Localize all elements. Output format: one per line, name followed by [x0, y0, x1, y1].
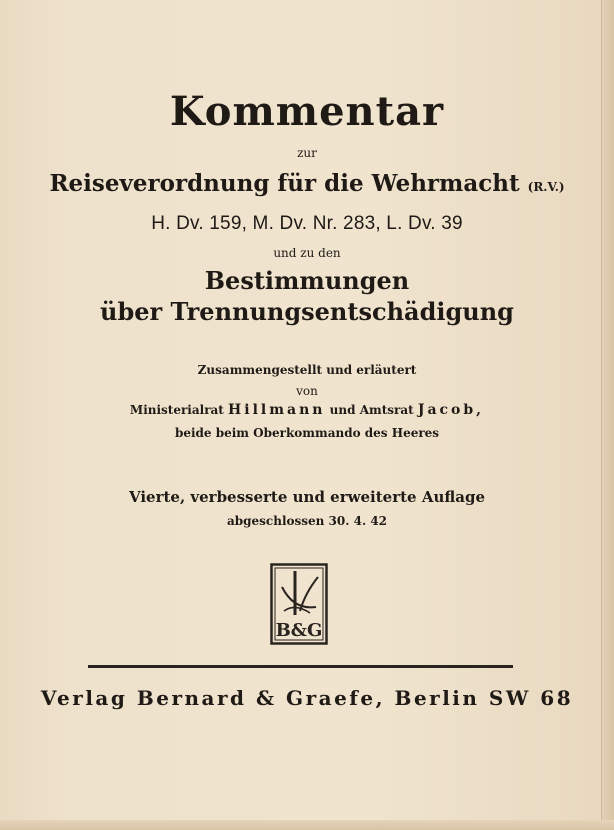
authors-line — [0, 402, 614, 418]
affiliation: beide beim Oberkommando des Heeres — [174, 426, 440, 440]
edition-note: Vierte, verbesserte und erweiterte Auflage — [128, 488, 486, 506]
zur-label: zur — [297, 146, 317, 160]
compiled-note: Zusammengestellt und erläutert — [197, 363, 417, 377]
second-title-line2: über Trennungsentschädigung — [100, 297, 514, 326]
subtitle-abbreviation: (R.V.) — [527, 180, 565, 194]
publisher-logo — [270, 563, 328, 645]
author1-rank: Ministerialrat — [129, 403, 224, 417]
completion-date: abgeschlossen 30. 4. 42 — [226, 514, 388, 528]
second-title-line1: Bestimmungen — [204, 266, 410, 295]
subtitle-text: Reiseverordnung für die Wehrmacht — [49, 170, 520, 197]
author2-rank: Amtsrat — [359, 403, 414, 417]
von-label: von — [296, 384, 318, 398]
author2-name: Jacob, — [417, 402, 485, 418]
regulation-numbers: H. Dv. 159, M. Dv. Nr. 283, L. Dv. 39 — [151, 213, 463, 234]
logo-text: B&G — [275, 620, 323, 641]
subtitle — [0, 170, 614, 197]
horizontal-rule — [88, 665, 513, 668]
page-edge-bottom — [0, 820, 614, 830]
main-title: Kommentar — [169, 88, 445, 135]
author1-name: Hillmann — [228, 402, 326, 418]
authors-and: und — [329, 403, 356, 417]
und-zu-den-label: und zu den — [273, 246, 341, 260]
publisher-line: Verlag Bernard & Graefe, Berlin SW 68 — [40, 686, 574, 710]
